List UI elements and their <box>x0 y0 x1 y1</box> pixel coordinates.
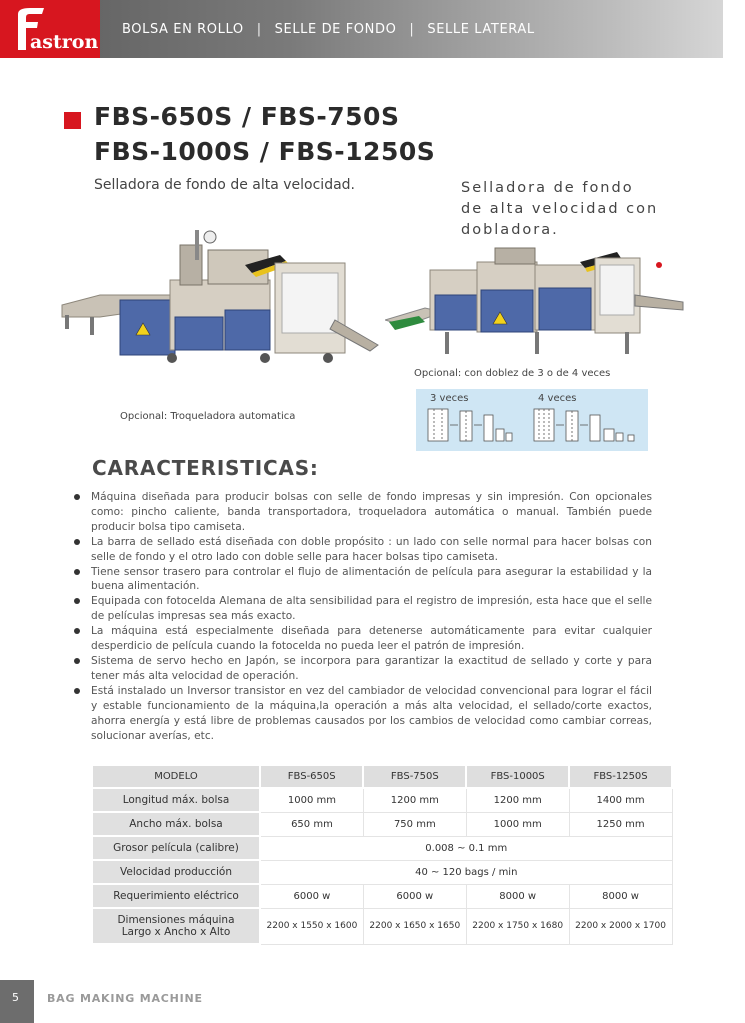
machine-photo-left <box>60 225 380 370</box>
table-header-row <box>92 765 672 788</box>
table-cell: 2200 x 1750 x 1680 <box>466 908 569 944</box>
table-cell-span: 0.008 ~ 0.1 mm <box>260 836 672 860</box>
fastron-logo[interactable] <box>0 0 100 58</box>
feature-item <box>74 565 652 595</box>
features-list <box>74 490 652 743</box>
table-header-cell: FBS-750S <box>363 765 466 788</box>
table-cell: 1200 mm <box>363 788 466 812</box>
page-title-line1: FBS-650S / FBS-750S <box>94 102 400 131</box>
nav-selle-lateral[interactable]: SELLE LATERAL <box>427 22 535 37</box>
feature-text: Máquina diseñada para producir bolsas con selle de fondo impresas y sin impresión. Con opcionales como: pincho caliente, banda transportadora, troqueladora automática o manual. También puede producir bolsa tipo camiseta. <box>91 491 652 533</box>
nav-bolsa-en-rollo[interactable]: BOLSA EN ROLLO <box>122 22 244 37</box>
page-title-line2: FBS-1000S / FBS-1250S <box>94 137 436 166</box>
bullet-icon <box>74 658 80 664</box>
feature-text: Sistema de servo hecho en Japón, se incorpora para garantizar la exactitud de sellado y corte y para tener más alta velocidad de operación. <box>91 654 652 682</box>
bullet-icon <box>74 628 80 634</box>
bullet-icon <box>74 688 80 694</box>
row-label: Velocidad producción <box>92 860 260 884</box>
table-cell: 1000 mm <box>466 812 569 836</box>
fold-option-caption: Opcional: con doblez de 3 o de 4 veces <box>414 368 611 379</box>
machine-photo-right <box>385 240 685 365</box>
table-cell: 650 mm <box>260 812 363 836</box>
subtitle-left: Selladora de fondo de alta velocidad. <box>94 177 355 193</box>
title-bullet-square <box>64 112 81 129</box>
fold-options-panel <box>416 389 648 451</box>
feature-item <box>74 624 652 654</box>
table-cell: 1000 mm <box>260 788 363 812</box>
fastron-logo-mark <box>0 0 100 58</box>
table-header-cell: FBS-1000S <box>466 765 569 788</box>
table-cell: 6000 w <box>260 884 363 908</box>
row-label <box>92 908 260 944</box>
table-row <box>92 788 672 812</box>
fold-4-label: 4 veces <box>538 393 577 404</box>
die-cutter-option-caption: Opcional: Troqueladora automatica <box>120 411 296 422</box>
fold-diagram <box>416 389 648 451</box>
table-header-cell: FBS-650S <box>260 765 363 788</box>
nav-separator: | <box>409 22 415 37</box>
table-row <box>92 812 672 836</box>
row-label: Longitud máx. bolsa <box>92 788 260 812</box>
table-cell: 750 mm <box>363 812 466 836</box>
table-cell: 8000 w <box>569 884 672 908</box>
feature-text: Tiene sensor trasero para controlar el flujo de alimentación de película para asegurar la estabilidad y la buena alimentación. <box>91 565 652 593</box>
nav-selle-de-fondo[interactable]: SELLE DE FONDO <box>274 22 397 37</box>
feature-text: La máquina está especialmente diseñada para detenerse automáticamente para evitar cualquier desperdicio de película cuando la fotocelda no pueda leer el patrón de impresión. <box>91 625 652 653</box>
table-row <box>92 884 672 908</box>
row-label: Ancho máx. bolsa <box>92 812 260 836</box>
feature-item <box>74 535 652 565</box>
table-cell-span: 40 ~ 120 bags / min <box>260 860 672 884</box>
table-cell: 2200 x 1550 x 1600 <box>260 908 363 944</box>
bullet-icon <box>74 598 80 604</box>
footer-title: BAG MAKING MACHINE <box>47 992 203 1005</box>
table-cell: 1200 mm <box>466 788 569 812</box>
feature-item <box>74 490 652 535</box>
table-cell: 8000 w <box>466 884 569 908</box>
svg-text:astron: astron <box>30 31 99 53</box>
subtitle-right: Selladora de fondo de alta velocidad con dobladora. <box>461 180 659 238</box>
page-number: 5 <box>12 991 19 1004</box>
specs-table <box>91 764 673 945</box>
table-row <box>92 836 672 860</box>
table-cell: 1250 mm <box>569 812 672 836</box>
bullet-icon <box>74 569 80 575</box>
table-cell: 2200 x 2000 x 1700 <box>569 908 672 944</box>
table-header-cell: FBS-1250S <box>569 765 672 788</box>
feature-item <box>74 654 652 684</box>
table-row <box>92 908 672 944</box>
row-label: Grosor película (calibre) <box>92 836 260 860</box>
row-label-line1: Dimensiones máquina <box>117 914 235 926</box>
row-label-line2: Largo x Ancho x Alto <box>121 926 231 938</box>
table-cell: 1400 mm <box>569 788 672 812</box>
row-label: Requerimiento eléctrico <box>92 884 260 908</box>
table-header-cell: MODELO <box>92 765 260 788</box>
top-nav <box>122 22 535 37</box>
feature-text: Equipada con fotocelda Alemana de alta sensibilidad para el registro de impresión, esta hace que el selle de películas impresas sea más exacto. <box>91 595 652 623</box>
section-title-characteristics: CARACTERISTICAS: <box>92 456 319 480</box>
feature-text: La barra de sellado está diseñada con doble propósito : un lado con selle normal para hacer bolsas con selle de fondo y el otro lado con doble selle para hacer bolsas tipo camiseta. <box>91 535 652 563</box>
bullet-icon <box>74 494 80 500</box>
feature-item <box>74 594 652 624</box>
feature-item <box>74 684 652 744</box>
nav-separator: | <box>256 22 262 37</box>
fold-3-label: 3 veces <box>430 393 469 404</box>
bullet-icon <box>74 539 80 545</box>
table-cell: 2200 x 1650 x 1650 <box>363 908 466 944</box>
table-cell: 6000 w <box>363 884 466 908</box>
feature-text: Está instalado un Inversor transistor en vez del cambiador de velocidad convencional para lograr el fácil y estable funcionamiento de la máquina,la operación a más alta velocidad, el sellado/corte exactos, ahorra energía y está libre de problemas causados por los cambios de velocidad como cambiar correas, solucionar averías, etc. <box>91 684 652 742</box>
table-row <box>92 860 672 884</box>
